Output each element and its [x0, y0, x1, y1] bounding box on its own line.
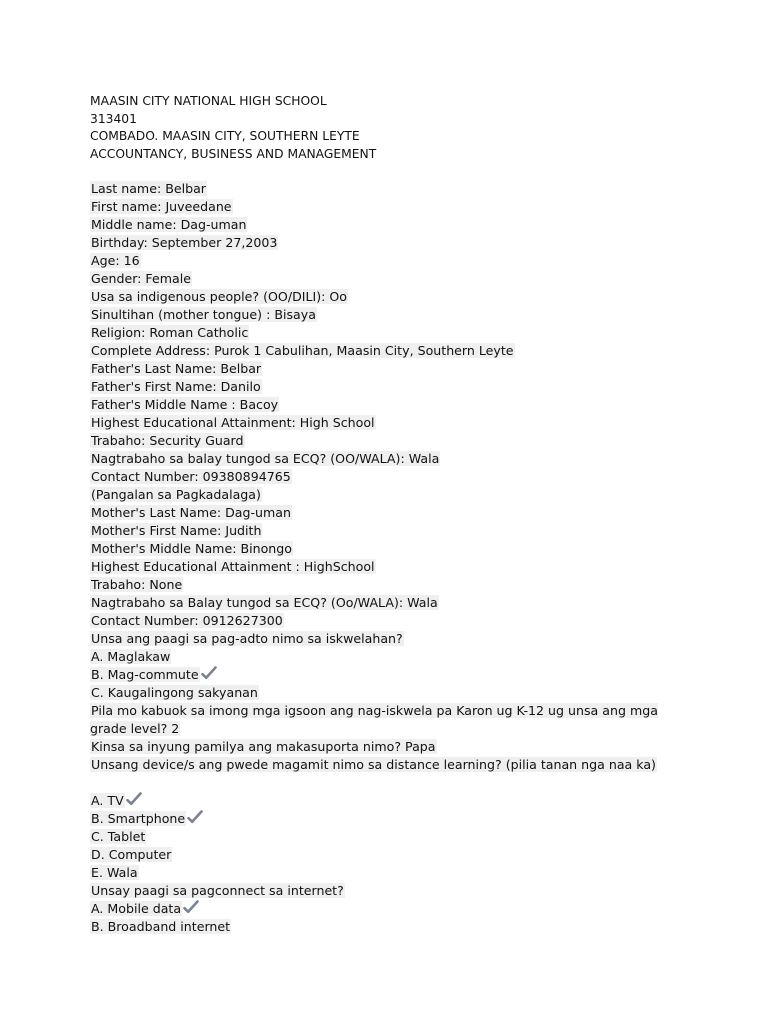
- form-line: [90, 666, 690, 684]
- form-line: [90, 306, 690, 324]
- line-text: Middle name: Dag-uman: [91, 217, 247, 232]
- line-text: A. Mobile data: [91, 901, 182, 916]
- form-lines: [90, 180, 690, 936]
- line-text: Nagtrabaho sa Balay tungod sa ECQ? (Oo/WALA): Wala: [91, 595, 438, 610]
- line-text: Unsa ang paagi sa pag-adto nimo sa iskwelahan?: [91, 631, 403, 646]
- form-line: [90, 828, 690, 846]
- form-line: [90, 684, 690, 702]
- line-text: First name: Juveedane: [91, 199, 232, 214]
- form-line: [90, 504, 690, 522]
- form-line: [90, 486, 690, 504]
- line-text: A. TV: [91, 793, 124, 808]
- line-text: Father's Last Name: Belbar: [91, 361, 262, 376]
- form-line: [90, 756, 690, 792]
- form-line: [90, 234, 690, 252]
- line-text: Last name: Belbar: [91, 181, 206, 196]
- form-line: [90, 702, 690, 738]
- form-line: [90, 198, 690, 216]
- line-text: Trabaho: Security Guard: [91, 433, 244, 448]
- form-line: [90, 288, 690, 306]
- checkmark-icon: [183, 900, 199, 914]
- form-line: [90, 540, 690, 558]
- line-text: B. Mag-commute: [91, 667, 199, 682]
- form-line: [90, 252, 690, 270]
- line-text: C. Tablet: [91, 829, 146, 844]
- form-line: [90, 360, 690, 378]
- line-text: Age: 16: [91, 253, 140, 268]
- form-line: [90, 918, 690, 936]
- form-line: [90, 324, 690, 342]
- line-text: Gender: Female: [91, 271, 191, 286]
- form-line: [90, 270, 690, 288]
- line-text: Highest Educational Attainment: High School: [91, 415, 375, 430]
- form-line: [90, 630, 690, 648]
- form-line: [90, 882, 690, 900]
- line-text: Father's First Name: Danilo: [91, 379, 261, 394]
- line-text: Unsang device/s ang pwede magamit nimo sa distance learning? (pilia tanan nga naa ka): [91, 757, 656, 772]
- line-text: B. Broadband internet: [91, 919, 231, 934]
- form-line: [90, 594, 690, 612]
- form-line: [90, 738, 690, 756]
- school-id: 313401: [90, 111, 137, 126]
- document-content: [90, 93, 690, 936]
- form-line: [90, 396, 690, 414]
- form-line: [90, 576, 690, 594]
- form-line: [90, 558, 690, 576]
- form-line: [90, 450, 690, 468]
- school-name: MAASIN CITY NATIONAL HIGH SCHOOL: [90, 94, 327, 108]
- line-text: E. Wala: [91, 865, 138, 880]
- spacer: [90, 163, 690, 180]
- line-text: (Pangalan sa Pagkadalaga): [91, 487, 261, 502]
- line-text: Highest Educational Attainment : HighSchool: [91, 559, 375, 574]
- line-text: Pila mo kabuok sa imong mga igsoon ang nag-iskwela pa Karon ug K-12 ug unsa ang mga grade level? 2: [90, 703, 658, 736]
- line-text: Complete Address: Purok 1 Cabulihan, Maasin City, Southern Leyte: [91, 343, 514, 358]
- line-text: C. Kaugalingong sakyanan: [91, 685, 258, 700]
- line-text: A. Maglakaw: [91, 649, 171, 664]
- line-text: B. Smartphone: [91, 811, 186, 826]
- line-text: Kinsa sa inyung pamilya ang makasuporta nimo? Papa: [91, 739, 436, 754]
- form-line: [90, 846, 690, 864]
- form-line: [90, 414, 690, 432]
- strand-name: ACCOUNTANCY, BUSINESS AND MANAGEMENT: [90, 146, 377, 161]
- checkmark-icon: [187, 810, 203, 824]
- line-text: D. Computer: [91, 847, 172, 862]
- form-line: [90, 792, 690, 810]
- line-text: Nagtrabaho sa balay tungod sa ECQ? (OO/WALA): Wala: [91, 451, 440, 466]
- form-line: [90, 180, 690, 198]
- form-line: [90, 522, 690, 540]
- form-line: [90, 378, 690, 396]
- line-text: Usa sa indigenous people? (OO/DILI): Oo: [91, 289, 348, 304]
- line-text: Contact Number: 09380894765: [91, 469, 291, 484]
- form-line: [90, 468, 690, 486]
- form-line: [90, 648, 690, 666]
- line-text: Trabaho: None: [91, 577, 183, 592]
- line-text: Unsay paagi sa pagconnect sa internet?: [91, 883, 344, 898]
- line-text: Religion: Roman Catholic: [91, 325, 249, 340]
- checkmark-icon: [201, 666, 217, 680]
- line-text: Father's Middle Name : Bacoy: [91, 397, 279, 412]
- form-line: [90, 810, 690, 828]
- form-line: [90, 432, 690, 450]
- form-line: [90, 342, 690, 360]
- line-text: Mother's Last Name: Dag-uman: [91, 505, 291, 520]
- form-line: [90, 900, 690, 918]
- form-line: [90, 864, 690, 882]
- line-text: Contact Number: 0912627300: [91, 613, 283, 628]
- form-line: [90, 216, 690, 234]
- checkmark-icon: [126, 792, 142, 806]
- line-text: Sinultihan (mother tongue) : Bisaya: [91, 307, 316, 322]
- form-line: [90, 612, 690, 630]
- school-address: COMBADO. MAASIN CITY, SOUTHERN LEYTE: [90, 129, 360, 143]
- line-text: Mother's Middle Name: Binongo: [91, 541, 292, 556]
- line-text: Mother's First Name: Judith: [91, 523, 262, 538]
- line-text: Birthday: September 27,2003: [91, 235, 278, 250]
